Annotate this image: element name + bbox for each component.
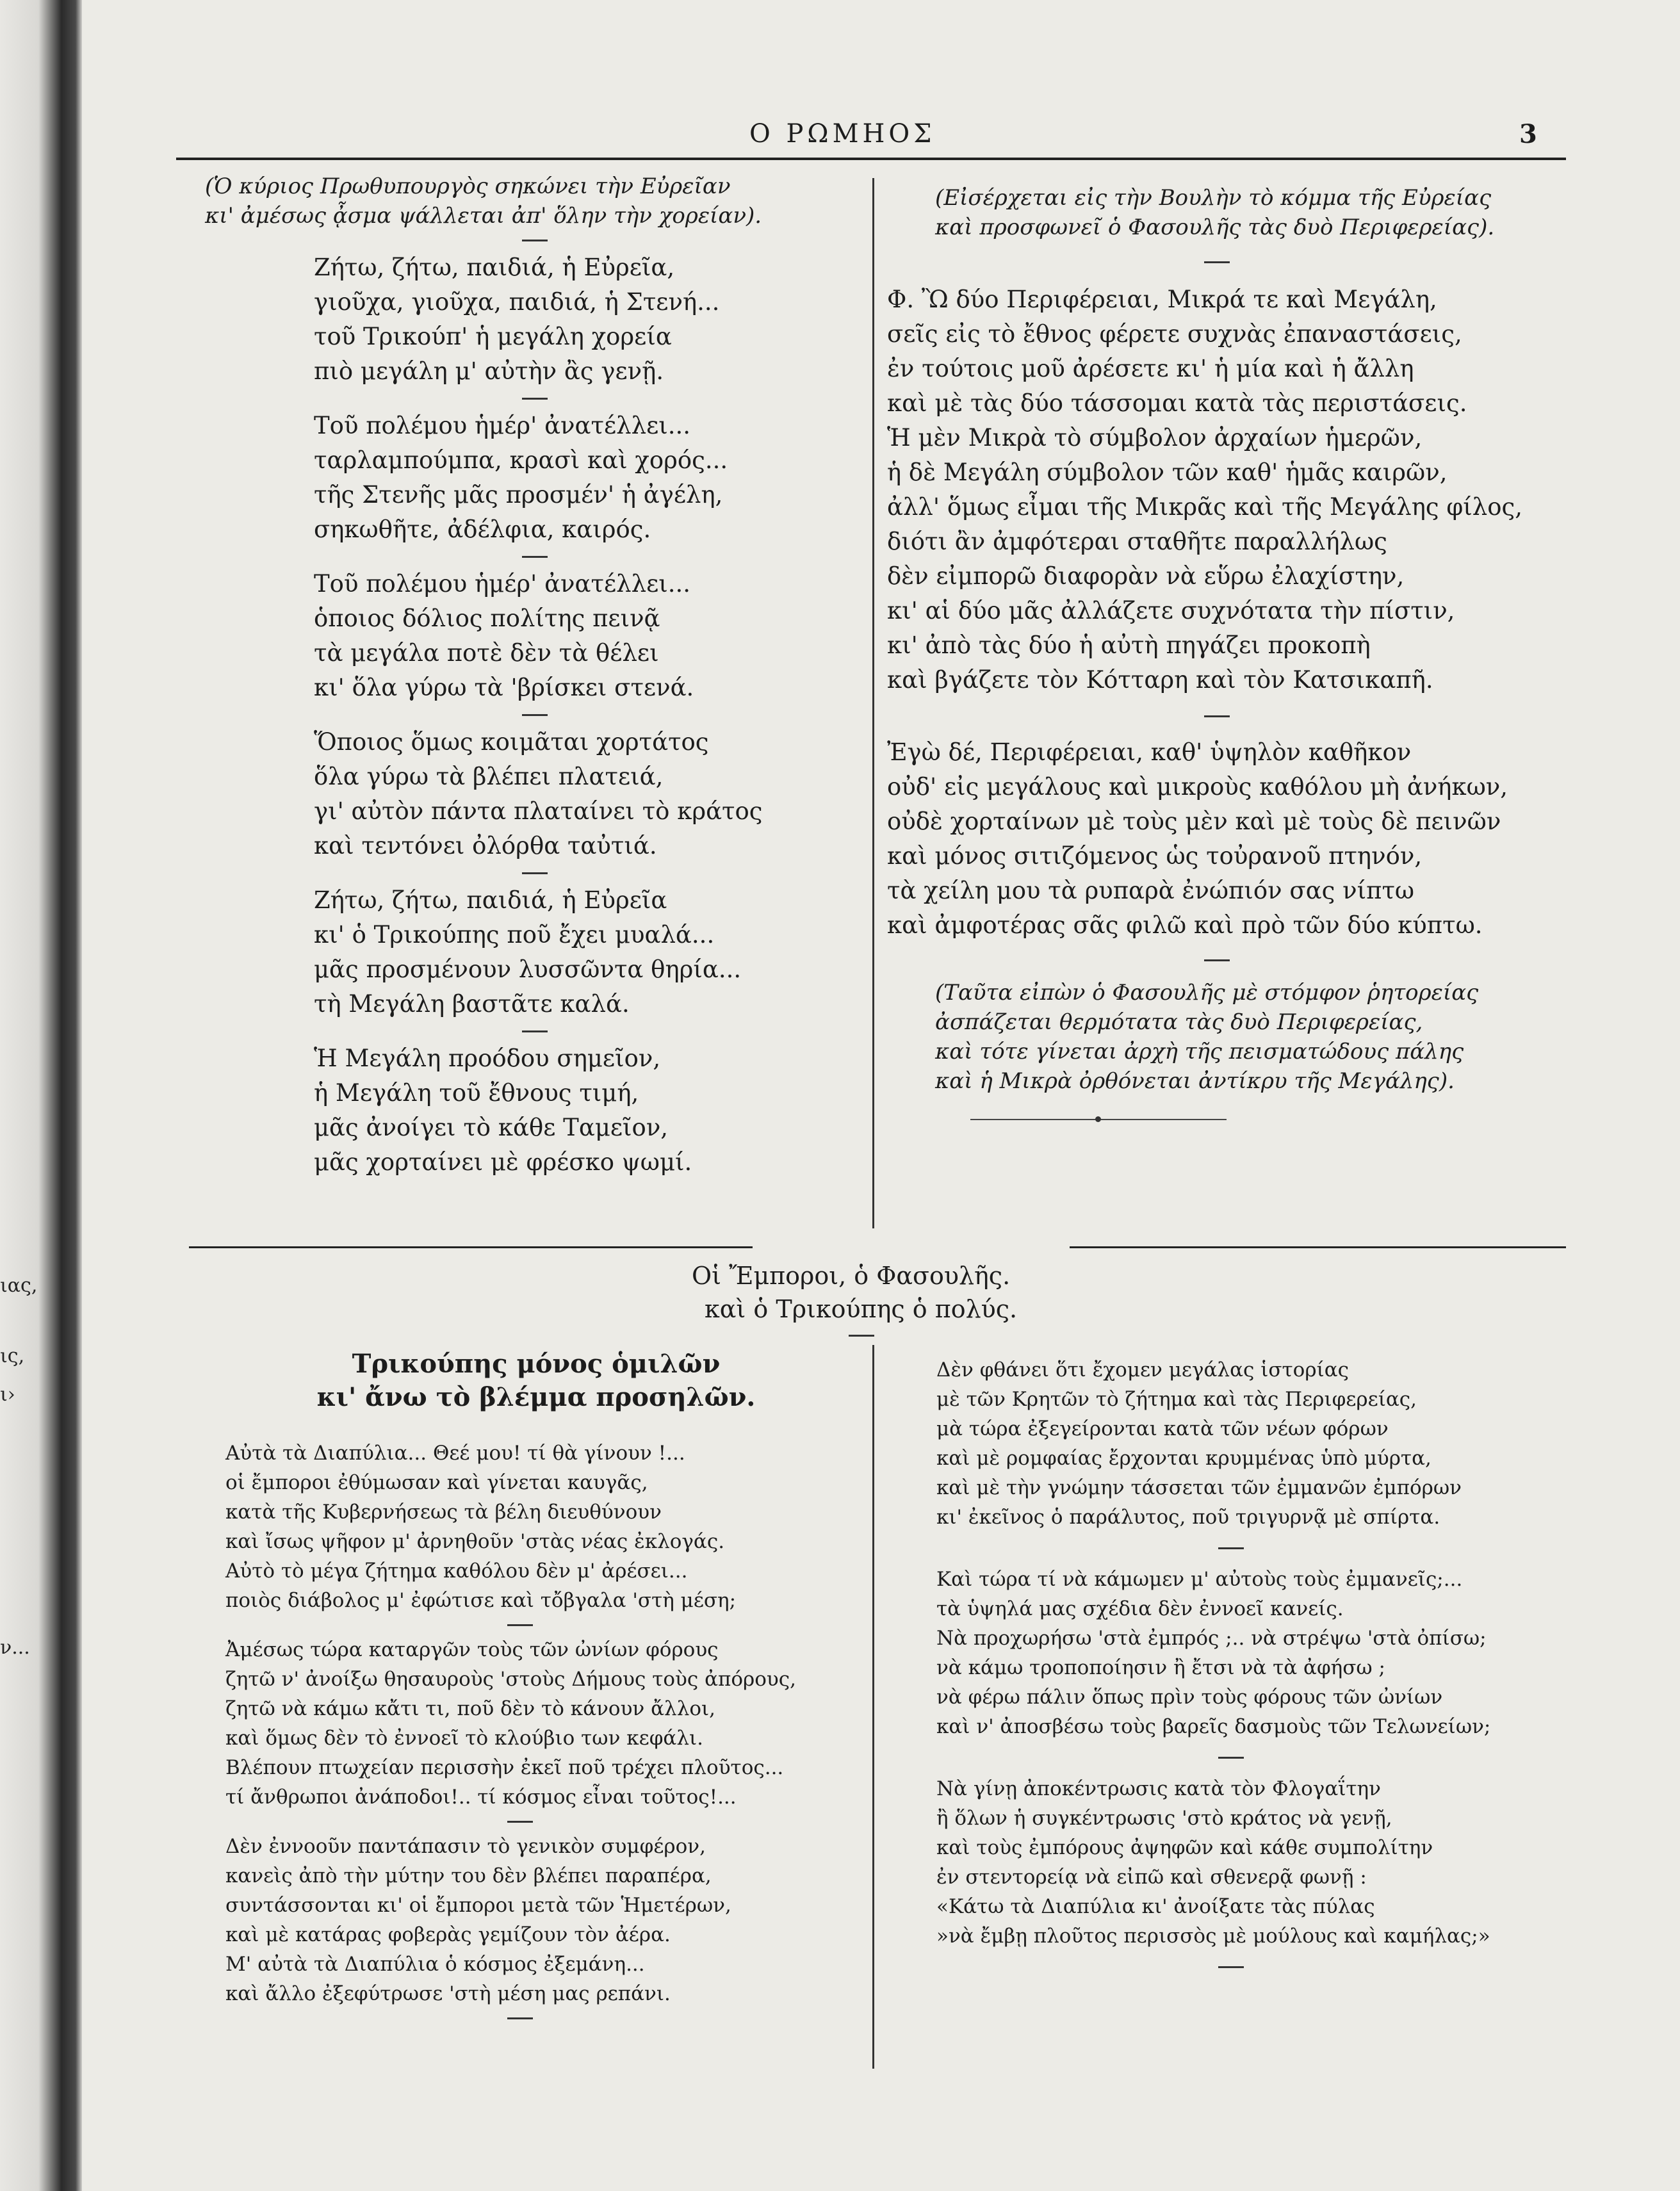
verse-line: καὶ μὲ ρομφαίας ἔρχονται κρυμμένας ὑπὸ μύρτα, <box>936 1447 1431 1470</box>
stanza <box>314 725 763 863</box>
verse-line: τὰ ὑψηλά μας σχέδια δὲν ἐννοεῖ κανείς. <box>936 1597 1344 1620</box>
column-divider-bottom <box>872 1345 874 2069</box>
separator-dash <box>522 398 548 400</box>
verse-line: γι' αὐτὸν πάντα πλαταίνει τὸ κράτος <box>314 797 763 825</box>
stage-direction: κι' ἀμέσως ᾆσμα ψάλλεται ἀπ' ὅλην τὴν χορείαν). <box>205 203 762 229</box>
separator-dash <box>1204 715 1230 717</box>
stanza <box>314 567 763 705</box>
stage-direction: (Εἰσέρχεται εἰς τὴν Βουλὴν τὸ κόμμα τῆς Εὐρείας <box>935 185 1492 211</box>
end-rule <box>970 1119 1227 1120</box>
edge-fragment: ν... <box>0 1636 30 1659</box>
verse-line: ὅλα γύρω τὰ βλέπει πλατειά, <box>314 763 664 790</box>
subheading-line: Οἱ Ἔμποροι, ὁ Φασουλῆς. <box>692 1262 1011 1290</box>
page-number: 3 <box>1519 119 1537 149</box>
verse-line: κι' ἀπὸ τὰς δύο ἡ αὐτὴ πηγάζει προκοπὴ <box>887 631 1371 659</box>
edge-fragment: ις, <box>0 1345 25 1367</box>
verse-line: οὐδ' εἰς μεγάλους καὶ μικροὺς καθόλου μὴ ἀνήκων, <box>887 773 1508 801</box>
end-rule-dot <box>1095 1116 1101 1122</box>
verse-line: γιοῦχα, γιοῦχα, παιδιά, ἡ Στενή... <box>314 288 720 316</box>
stage-direction: (Ταῦτα εἰπὼν ὁ Φασουλῆς μὲ στόμφον ῥητορείας <box>935 980 1479 1006</box>
stage-direction: καὶ τότε γίνεται ἀρχὴ τῆς πεισματώδους πάλης <box>935 1039 1464 1064</box>
verse-line: σεῖς εἰς τὸ ἔθνος φέρετε συχνὰς ἐπαναστάσεις, <box>887 320 1462 348</box>
subheading-line: καὶ ὁ Τρικούπης ὁ πολύς. <box>705 1295 1018 1323</box>
separator-dash <box>522 1030 548 1032</box>
stage-direction: καὶ ἡ Μικρὰ ὀρθόνεται ἀντίκρυ τῆς Μεγάλης). <box>935 1068 1455 1094</box>
separator-dash <box>507 2017 533 2019</box>
verse-line: Τοῦ πολέμου ἡμέρ' ἀνατέλλει... <box>314 412 691 439</box>
verse-line: διότι ἂν ἀμφότεραι σταθῆτε παραλλήλως <box>887 528 1387 555</box>
verse-line: καὶ τεντόνει ὀλόρθα ταὐτιά. <box>314 832 657 859</box>
verse-line: νὰ φέρω πάλιν ὅπως πρὶν τοὺς φόρους τῶν ὠνίων <box>936 1686 1443 1709</box>
verse-line: καὶ ὅμως δὲν τὸ ἐννοεῖ τὸ κλούβιο των κεφάλι. <box>225 1727 703 1750</box>
verse-line: ταρλαμπούμπα, κρασὶ καὶ χορός... <box>314 446 728 474</box>
separator-dash <box>1218 1547 1244 1549</box>
verse-line: μὰ τώρα ἐξεγείρονται κατὰ τῶν νέων φόρων <box>936 1417 1389 1440</box>
verse-line: τὰ χείλη μου τὰ ρυπαρὰ ἐνώπιόν σας νίπτω <box>887 877 1415 904</box>
verse-line: καὶ μόνος σιτιζόμενος ὡς τοὐρανοῦ πτηνόν, <box>887 842 1423 870</box>
verse-line: καὶ μὲ τὴν γνώμην τάσσεται τῶν ἐμμανῶν ἐμπόρων <box>936 1476 1462 1499</box>
edge-fragment: ι› <box>0 1383 15 1406</box>
verse-line: καὶ μὲ τὰς δύο τάσσομαι κατὰ τὰς περιστάσεις. <box>887 389 1467 417</box>
verse-line: κι' ἐκεῖνος ὁ παράλυτος, ποῦ τριγυρνᾷ μὲ σπίρτα. <box>936 1506 1440 1529</box>
verse-line: Δὲν ἐννοοῦν παντάπασιν τὸ γενικὸν συμφέρον, <box>225 1835 706 1858</box>
verse-line: Δὲν φθάνει ὅτι ἔχομεν μεγάλας ἱστορίας <box>936 1358 1350 1381</box>
verse-line: τοῦ Τρικούπ' ἡ μεγάλη χορεία <box>314 323 672 350</box>
verse-line: »νὰ ἔμβῃ πλοῦτος περισσὸς μὲ μούλους καὶ καμήλας;» <box>936 1925 1490 1948</box>
masthead-title: Ο ΡΩΜΗΟΣ <box>749 119 936 149</box>
verse-line: Αὐτὸ τὸ μέγα ζήτημα καθόλου δὲν μ' ἀρέσει... <box>225 1560 688 1583</box>
column-divider-top <box>872 178 874 1228</box>
stage-direction: ἀσπάζεται θερμότατα τὰς δυὸ Περιφερείας, <box>935 1009 1423 1035</box>
verse-line: Νὰ γίνῃ ἀποκέντρωσις κατὰ τὸν Φλογαΐτην <box>936 1777 1381 1800</box>
bottom-right-column <box>936 1355 1490 1977</box>
verse-line: κατὰ τῆς Κυβερνήσεως τὰ βέλη διευθύνουν <box>225 1501 662 1524</box>
stanza <box>936 1355 1490 1532</box>
verse-line: ζητῶ ν' ἀνοίξω θησαυροὺς 'στοὺς Δήμους τοὺς ἀπόρους, <box>225 1668 796 1691</box>
stanza <box>314 883 763 1022</box>
verse-line: μᾶς προσμένουν λυσσῶντα θηρία... <box>314 956 742 983</box>
verse-line: μᾶς χορταίνει μὲ φρέσκο ψωμί. <box>314 1148 692 1176</box>
separator-dash <box>522 240 548 241</box>
verse-line: καὶ τοὺς ἐμπόρους ἀψηφῶν καὶ κάθε συμπολίτην <box>936 1836 1433 1859</box>
section-rule-right <box>1070 1246 1566 1248</box>
stanza <box>225 1438 796 1615</box>
verse-line: πιὸ μεγάλη μ' αὐτὴν ἂς γενῇ. <box>314 357 664 385</box>
heading-line: κι' ἄνω τὸ βλέμμα προσηλῶν. <box>316 1382 756 1412</box>
separator-dash <box>522 714 548 716</box>
top-left-column <box>205 172 763 1180</box>
top-right-column <box>887 183 1522 1120</box>
stanza <box>314 250 763 389</box>
verse-line: συντάσσονται κι' οἱ ἔμποροι μετὰ τῶν Ἡμετέρων, <box>225 1894 731 1917</box>
verse-line: ἡ δὲ Μεγάλη σύμβολον τῶν καθ' ἡμᾶς καιρῶν, <box>887 459 1448 486</box>
verse-line: σηκωθῆτε, ἀδέλφια, καιρός. <box>314 516 651 543</box>
separator-dash <box>1204 261 1230 263</box>
stanza <box>225 1832 796 2008</box>
verse-line: τῆς Στενῆς μᾶς προσμέν' ἡ ἀγέλη, <box>314 481 723 509</box>
verse-line: Ἀμέσως τώρα καταργῶν τοὺς τῶν ὠνίων φόρους <box>225 1638 719 1661</box>
bottom-left-column <box>225 1438 796 2028</box>
verse-line: ἐν τούτοις μοῦ ἀρέσετε κι' ἡ μία καὶ ἡ ἄλλη <box>887 355 1414 382</box>
verse-line: Νὰ προχωρήσω 'στὰ ἐμπρός ;.. νὰ στρέψω 'στὰ ὀπίσω; <box>936 1627 1487 1650</box>
verse-line: κανεὶς ἀπὸ τὴν μύτην του δὲν βλέπει παραπέρα, <box>225 1864 712 1887</box>
separator-dash <box>849 1335 874 1337</box>
verse-line: Ζήτω, ζήτω, παιδιά, ἡ Εὐρεῖα, <box>314 254 675 281</box>
verse-line: Καὶ τώρα τί νὰ κάμωμεν μ' αὐτοὺς τοὺς ἐμμανεῖς;... <box>936 1568 1463 1591</box>
verse-line: τὴ Μεγάλη βαστᾶτε καλά. <box>314 990 630 1018</box>
column-heading <box>225 1348 847 1414</box>
separator-dash <box>522 556 548 558</box>
speech <box>887 282 1522 697</box>
separator-dash <box>522 872 548 874</box>
stage-direction: καὶ προσφωνεῖ ὁ Φασουλῆς τὰς δυὸ Περιφερείας). <box>935 215 1495 240</box>
verse-line: Ἐγὼ δέ, Περιφέρειαι, καθ' ὑψηλὸν καθῆκον <box>887 738 1412 766</box>
verse-line: Τοῦ πολέμου ἡμέρ' ἀνατέλλει... <box>314 570 691 598</box>
separator-dash <box>1218 1757 1244 1759</box>
verse-line: καὶ ἀμφοτέρας σᾶς φιλῶ καὶ πρὸ τῶν δύο κύπτω. <box>887 911 1483 939</box>
section-subheading <box>692 1259 1017 1346</box>
verse-line: δὲν εἰμπορῶ διαφορὰν νὰ εὕρω ἐλαχίστην, <box>887 562 1405 590</box>
verse-line: τὰ μεγάλα ποτὲ δὲν τὰ θέλει <box>314 639 659 667</box>
speech <box>887 735 1522 943</box>
stanza <box>314 1041 763 1180</box>
verse-line: οὐδὲ χορταίνων μὲ τοὺς μὲν καὶ μὲ τοὺς δὲ πεινῶν <box>887 808 1501 835</box>
heading-line: Τρικούπης μόνος ὁμιλῶν <box>352 1349 721 1379</box>
edge-fragment: ιας, <box>0 1275 38 1297</box>
verse-line: καὶ ἴσως ψῆφον μ' ἀρνηθοῦν 'στὰς νέας ἐκλογάς. <box>225 1530 725 1553</box>
verse-line: ποιὸς διάβολος μ' ἐφώτισε καὶ τὄβγαλα 'στὴ μέση; <box>225 1589 737 1612</box>
verse-line: ἡ Μεγάλη τοῦ ἔθνους τιμή, <box>314 1079 639 1107</box>
separator-dash <box>1218 1966 1244 1968</box>
verse-line: ἀλλ' ὅμως εἶμαι τῆς Μικρᾶς καὶ τῆς Μεγάλης φίλος, <box>887 493 1523 521</box>
verse-line: Βλέπουν πτωχείαν περισσὴν ἐκεῖ ποῦ τρέχει πλοῦτος... <box>225 1756 784 1779</box>
verse-line: καὶ ν' ἀποσβέσω τοὺς βαρεῖς δασμοὺς τῶν Τελωνείων; <box>936 1715 1491 1738</box>
verse-line: ὁποιος δόλιος πολίτης πεινᾷ <box>314 605 660 632</box>
stanza <box>314 409 763 547</box>
verse-line: καὶ μὲ κατάρας φοβερὰς γεμίζουν τὸν ἀέρα. <box>225 1923 671 1946</box>
verse-line: κι' αἱ δύο μᾶς ἀλλάζετε συχνότατα τὴν πίστιν, <box>887 597 1455 624</box>
verse-line: Μ' αὐτὰ τὰ Διαπύλια ὁ κόσμος ἐξεμάνη... <box>225 1953 645 1976</box>
stage-direction: (Ὁ κύριος Πρωθυπουργὸς σηκώνει τὴν Εὐρεῖαν <box>205 174 731 199</box>
book-spine <box>0 0 82 2191</box>
verse-line: καὶ βγάζετε τὸν Κότταρη καὶ τὸν Κατσικαπῆ. <box>887 666 1433 694</box>
section-rule-left <box>189 1246 753 1248</box>
verse-line: Αὐτὰ τὰ Διαπύλια... Θεέ μου! τί θὰ γίνουν !... <box>225 1442 685 1465</box>
verse-line: ἢ ὅλων ἡ συγκέντρωσις 'στὸ κράτος νὰ γενῇ, <box>936 1807 1392 1830</box>
verse-line: «Κάτω τὰ Διαπύλια κι' ἀνοίξατε τὰς πύλας <box>936 1895 1375 1918</box>
verse-line: κι' ὅλα γύρω τὰ 'βρίσκει στενά. <box>314 674 694 701</box>
verse-line: Ἡ Μεγάλη προόδου σημεῖον, <box>314 1045 661 1072</box>
verse-line: ἐν στεντορείᾳ νὰ εἰπῶ καὶ σθενερᾷ φωνῇ : <box>936 1866 1367 1889</box>
verse-line: Ἡ μὲν Μικρὰ τὸ σύμβολον ἀρχαίων ἡμερῶν, <box>887 424 1423 452</box>
separator-dash <box>1204 959 1230 961</box>
stanza <box>936 1565 1490 1741</box>
verse-line: νὰ κάμω τροποποίησιν ἢ ἔτσι νὰ τὰ ἀφήσω ; <box>936 1656 1385 1679</box>
header-rule <box>176 158 1566 160</box>
separator-dash <box>507 1821 533 1823</box>
verse-line: μὲ τῶν Κρητῶν τὸ ζήτημα καὶ τὰς Περιφερείας, <box>936 1388 1417 1411</box>
separator-dash <box>507 1624 533 1626</box>
verse-line: κι' ὁ Τρικούπης ποῦ ἔχει μυαλά... <box>314 921 715 949</box>
verse-line: Φ. Ὢ δύο Περιφέρειαι, Μικρά τε καὶ Μεγάλη, <box>887 286 1437 313</box>
verse-line: μᾶς ἀνοίγει τὸ κάθε Ταμεῖον, <box>314 1114 669 1141</box>
verse-line: καὶ ἄλλο ἐξεφύτρωσε 'στὴ μέση μας ρεπάνι. <box>225 1982 671 2005</box>
verse-line: Ὅποιος ὅμως κοιμᾶται χορτάτος <box>314 728 709 756</box>
verse-line: τί ἄνθρωποι ἀνάποδοι!.. τί κόσμος εἶναι τοῦτος!... <box>225 1786 737 1809</box>
stanza <box>936 1774 1490 1951</box>
verse-line: Ζήτω, ζήτω, παιδιά, ἡ Εὐρεῖα <box>314 886 667 914</box>
verse-line: ζητῶ νὰ κάμω κἄτι τι, ποῦ δὲν τὸ κάνουν ἄλλοι, <box>225 1697 716 1720</box>
stanza <box>225 1635 796 1812</box>
verse-line: οἱ ἔμποροι ἐθύμωσαν καὶ γίνεται καυγᾶς, <box>225 1471 648 1494</box>
